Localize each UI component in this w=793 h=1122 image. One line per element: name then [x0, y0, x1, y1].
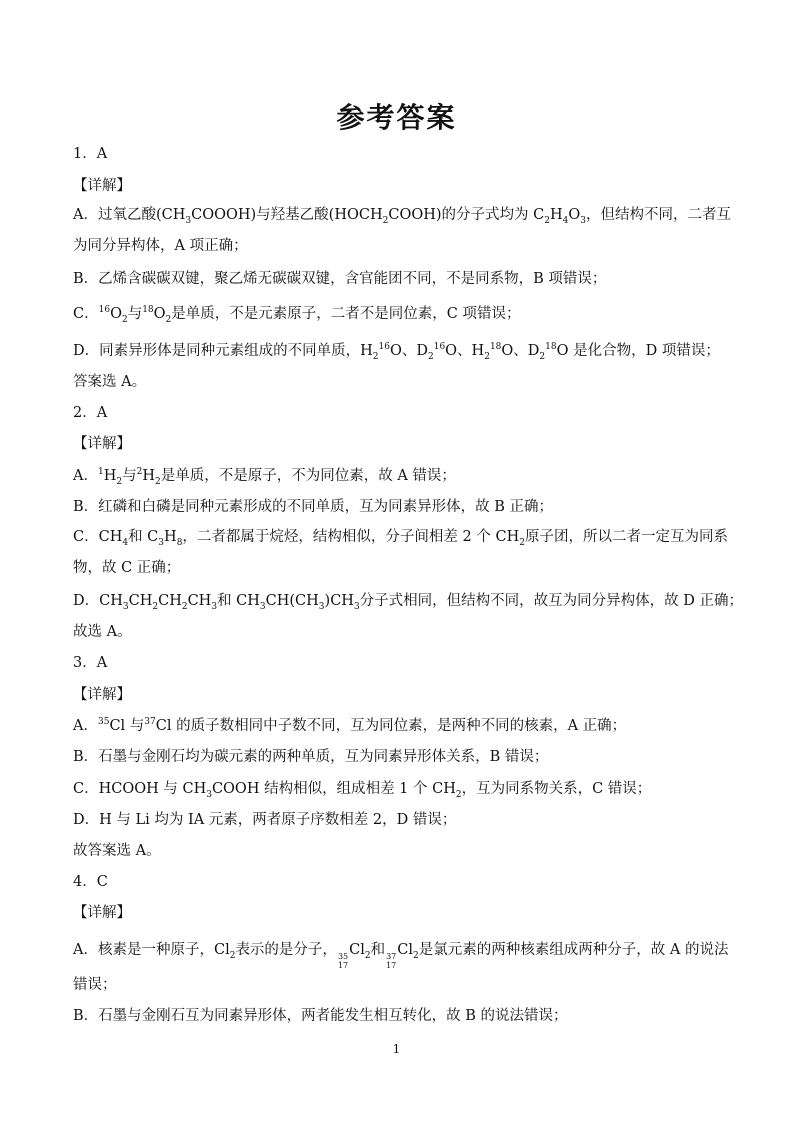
q2-option-d: D．$CH_3CH_2CH_2CH_3$和 $CH_3CH(CH_3)CH_3$分子式相同，但结构不同，故互为同分异构体，故 D 正确； [73, 593, 744, 612]
q3-conclusion: 故答案选 A。 [73, 843, 161, 859]
q1-detail-heading: 【详解】 [73, 178, 131, 194]
q1-option-d: D．同素异形体是同种元素组成的不同单质，$H_2^{16}O$、$D_2^{16}O$、$H_2^{18}O$、$D_2^{18}O$ 是化合物，D 项错误； [73, 342, 720, 362]
q4-answer: 4．C [73, 874, 108, 890]
q3-detail-heading: 【详解】 [73, 687, 131, 703]
q3-option-d: D．H 与 Li 均为 IA 元素，两者原子序数相差 2，D 错误； [73, 812, 457, 828]
q2-detail-heading: 【详解】 [73, 436, 131, 452]
q3-option-b: B．石墨与金刚石均为碳元素的两种单质，互为同素异形体关系，B 错误； [73, 749, 549, 765]
q1-option-a: A．过氧乙酸$(CH_3COOOH)$与羟基乙酸$(HOCH_2COOH)$的分子式均为 $C_2H_4O_3$，但结构不同，二者互为同分异构体，A 项正确； [73, 207, 731, 254]
q2-option-a: A．$^1H_2$与$^2H_2$是单质，不是原子，不为同位素，故 A 错误； [73, 467, 456, 487]
q3-option-a: A．$^{35}$Cl 与$^{37}$Cl 的质子数相同中子数不同，互为同位素，是两种不同的核素，A 正确； [73, 717, 627, 734]
q2-option-c: C．$CH_4$和 $C_3H_8$，二者都属于烷烃，结构相似，分子间相差 2 个 $CH_2$原子团，所以二者一定互为同系物，故 C 正确； [73, 529, 728, 576]
q1-conclusion: 答案选 A。 [73, 374, 147, 390]
q1-option-c: C．$^{16}O_2$与$^{18}O_2$是单质，不是元素原子，二者不是同位素，C 项错误； [73, 305, 521, 325]
q1-option-b: B．乙烯含碳碳双键，聚乙烯无碳碳双键，含官能团不同，不是同系物，B 项错误； [73, 271, 607, 287]
q4-option-b: B．石墨与金刚石互为同素异形体，两者能发生相互转化，故 B 的说法错误； [73, 1008, 568, 1024]
q3-answer: 3．A [73, 655, 108, 671]
page-number: 1 [392, 1042, 401, 1056]
q4-option-a: A．核素是一种原子，$Cl_2$表示的是分子， 35 17 $Cl_2$和 37 17 $Cl_2$是氯元素的两种核素组成两种分子，故 A 的说法错误； [73, 942, 729, 993]
q2-answer: 2．A [73, 405, 108, 421]
q2-option-b: B．红磷和白磷是同种元素形成的不同单质，互为同素异形体，故 B 正确； [73, 499, 554, 515]
q2-conclusion: 故选 A。 [73, 624, 132, 640]
page-title: 参考答案 [336, 101, 457, 134]
q3-option-c: C．HCOOH 与 $CH_3COOH$ 结构相似，组成相差 1 个 $CH_2$，互为同系物关系，C 错误； [73, 781, 652, 800]
q4-detail-heading: 【详解】 [73, 905, 131, 921]
q1-answer: 1．A [73, 146, 108, 162]
